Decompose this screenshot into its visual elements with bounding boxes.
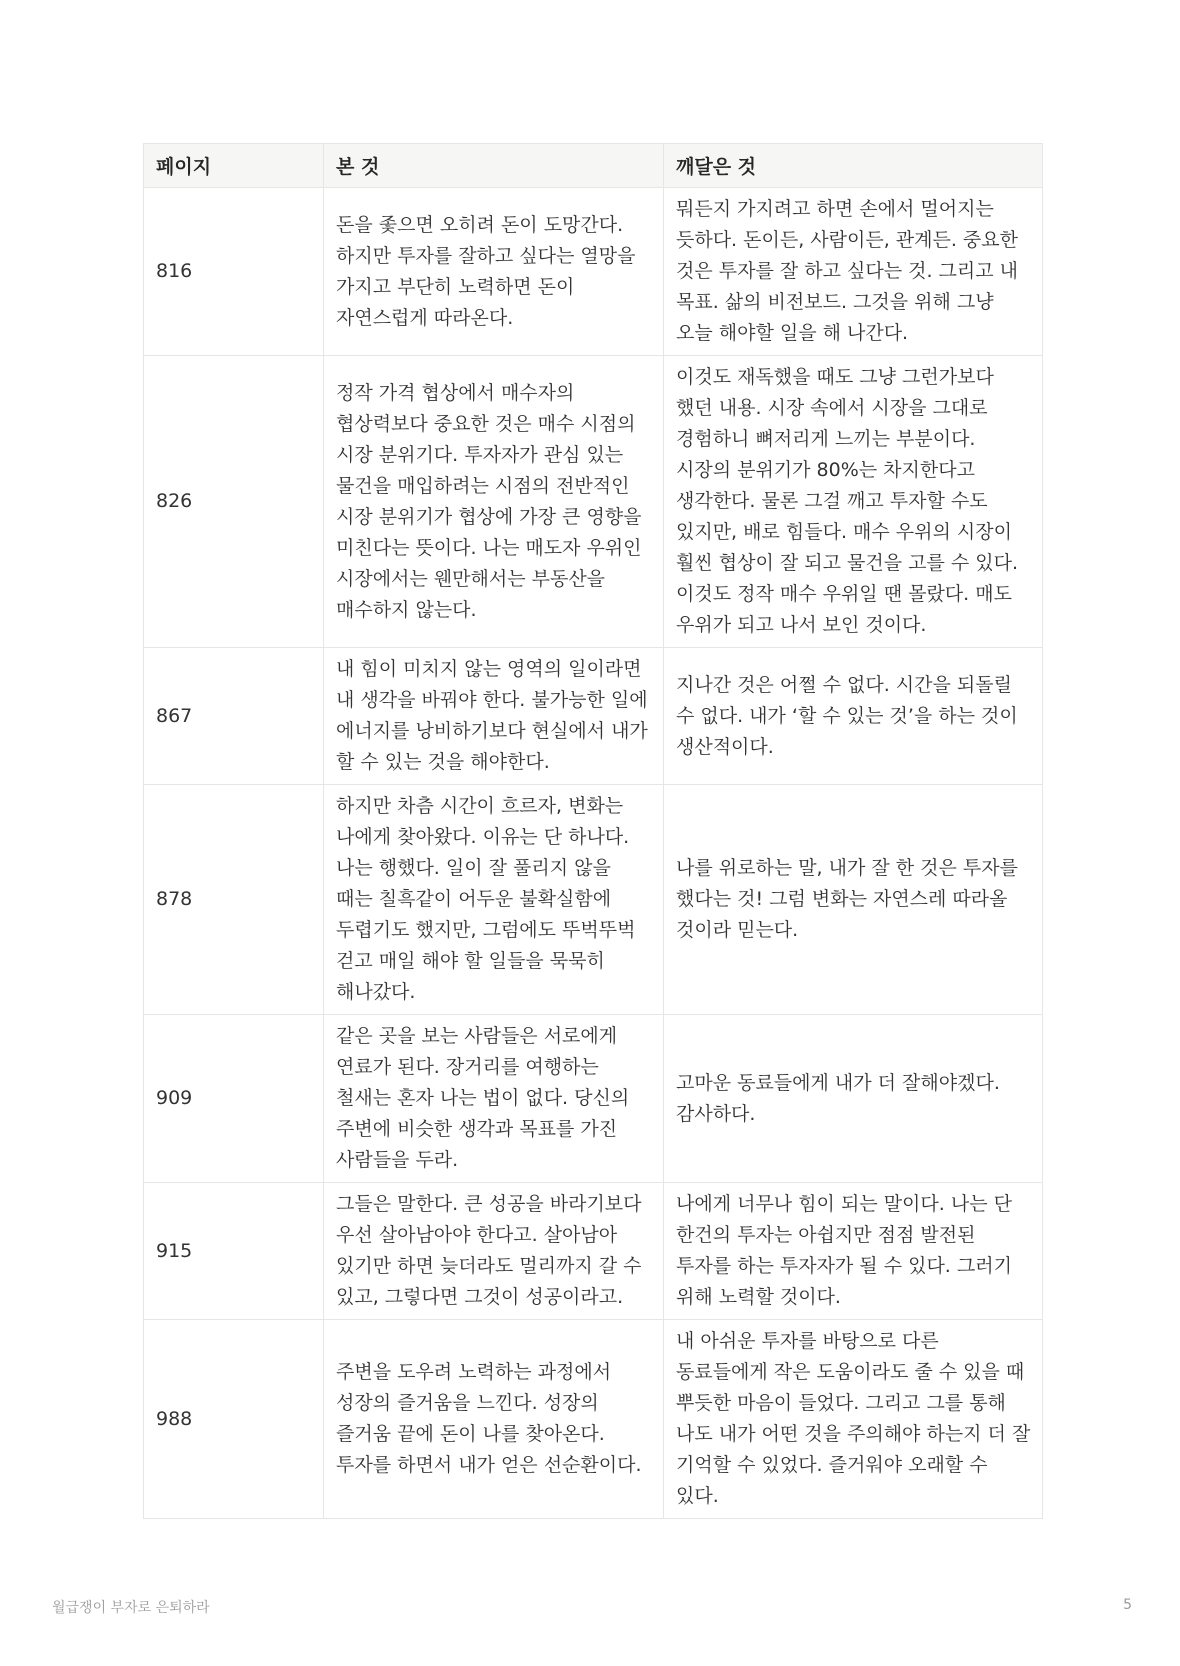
table-row [144, 648, 1043, 785]
realized-cell: 이것도 재독했을 때도 그냥 그런가보다 했던 내용. 시장 속에서 시장을 그대로 경험하니 뼈저리게 느끼는 부분이다. 시장의 분위기가 80%는 차지한다고 생각한다. 물론 그걸 깨고 투자할 수도 있지만, 배로 힘들다. 매수 우위의 시장이 훨씬 협상이 잘 되고 물건을 고를 수 있다. 이것도 정작 매수 우위일 땐 몰랐다. 매도 우위가 되고 나서 보인 것이다. [664, 356, 1043, 648]
page-number-cell: 988 [144, 1320, 324, 1519]
realized-cell: 나를 위로하는 말, 내가 잘 한 것은 투자를 했다는 것! 그럼 변화는 자연스레 따라올 것이라 믿는다. [664, 785, 1043, 1015]
seen-cell: 내 힘이 미치지 않는 영역의 일이라면 내 생각을 바꿔야 한다. 불가능한 일에 에너지를 낭비하기보다 현실에서 내가 할 수 있는 것을 해야한다. [324, 648, 664, 785]
page-number-cell: 878 [144, 785, 324, 1015]
header-page: 페이지 [144, 144, 324, 188]
table-row [144, 188, 1043, 356]
seen-cell: 돈을 좇으면 오히려 돈이 도망간다. 하지만 투자를 잘하고 싶다는 열망을 가지고 부단히 노력하면 돈이 자연스럽게 따라온다. [324, 188, 664, 356]
page-number-cell: 826 [144, 356, 324, 648]
realized-cell: 나에게 너무나 힘이 되는 말이다. 나는 단 한건의 투자는 아쉽지만 점점 발전된 투자를 하는 투자자가 될 수 있다. 그러기 위해 노력할 것이다. [664, 1183, 1043, 1320]
realized-cell: 내 아쉬운 투자를 바탕으로 다른 동료들에게 작은 도움이라도 줄 수 있을 때 뿌듯한 마음이 들었다. 그리고 그를 통해 나도 내가 어떤 것을 주의해야 하는지 더 잘 기억할 수 있었다. 즐거워야 오래할 수 있다. [664, 1320, 1043, 1519]
table-row [144, 1320, 1043, 1519]
table-row [144, 1015, 1043, 1183]
header-seen: 본 것 [324, 144, 664, 188]
realized-cell: 지나간 것은 어쩔 수 없다. 시간을 되돌릴 수 없다. 내가 ‘할 수 있는 것’을 하는 것이 생산적이다. [664, 648, 1043, 785]
seen-cell: 주변을 도우려 노력하는 과정에서 성장의 즐거움을 느낀다. 성장의 즐거움 끝에 돈이 나를 찾아온다. 투자를 하면서 내가 얻은 선순환이다. [324, 1320, 664, 1519]
header-realized: 깨달은 것 [664, 144, 1043, 188]
page-number-cell: 915 [144, 1183, 324, 1320]
table-row [144, 785, 1043, 1015]
seen-cell: 정작 가격 협상에서 매수자의 협상력보다 중요한 것은 매수 시점의 시장 분위기다. 투자자가 관심 있는 물건을 매입하려는 시점의 전반적인 시장 분위기가 협상에 가장 큰 영향을 미친다는 뜻이다. 나는 매도자 우위인 시장에서는 웬만해서는 부동산을 매수하지 않는다. [324, 356, 664, 648]
seen-cell: 그들은 말한다. 큰 성공을 바라기보다 우선 살아남아야 한다고. 살아남아 있기만 하면 늦더라도 멀리까지 갈 수 있고, 그렇다면 그것이 성공이라고. [324, 1183, 664, 1320]
footer-book-title: 월급쟁이 부자로 은퇴하라 [52, 1600, 210, 1616]
table-row [144, 1183, 1043, 1320]
realized-cell: 뭐든지 가지려고 하면 손에서 멀어지는 듯하다. 돈이든, 사람이든, 관계든. 중요한 것은 투자를 잘 하고 싶다는 것. 그리고 내 목표. 삶의 비전보드. 그것을 위해 그냥 오늘 해야할 일을 해 나간다. [664, 188, 1043, 356]
page-number-cell: 867 [144, 648, 324, 785]
reading-notes-table [143, 143, 1043, 1519]
footer-page-number: 5 [1123, 1597, 1132, 1613]
page-number-cell: 909 [144, 1015, 324, 1183]
page-number-cell: 816 [144, 188, 324, 356]
table-header-row [144, 144, 1043, 188]
realized-cell: 고마운 동료들에게 내가 더 잘해야겠다. 감사하다. [664, 1015, 1043, 1183]
seen-cell: 하지만 차츰 시간이 흐르자, 변화는 나에게 찾아왔다. 이유는 단 하나다. 나는 행했다. 일이 잘 풀리지 않을 때는 칠흑같이 어두운 불확실함에 두렵기도 했지만, 그럼에도 뚜벅뚜벅 걷고 매일 해야 할 일들을 묵묵히 해나갔다. [324, 785, 664, 1015]
table-row [144, 356, 1043, 648]
seen-cell: 같은 곳을 보는 사람들은 서로에게 연료가 된다. 장거리를 여행하는 철새는 혼자 나는 법이 없다. 당신의 주변에 비슷한 생각과 목표를 가진 사람들을 두라. [324, 1015, 664, 1183]
